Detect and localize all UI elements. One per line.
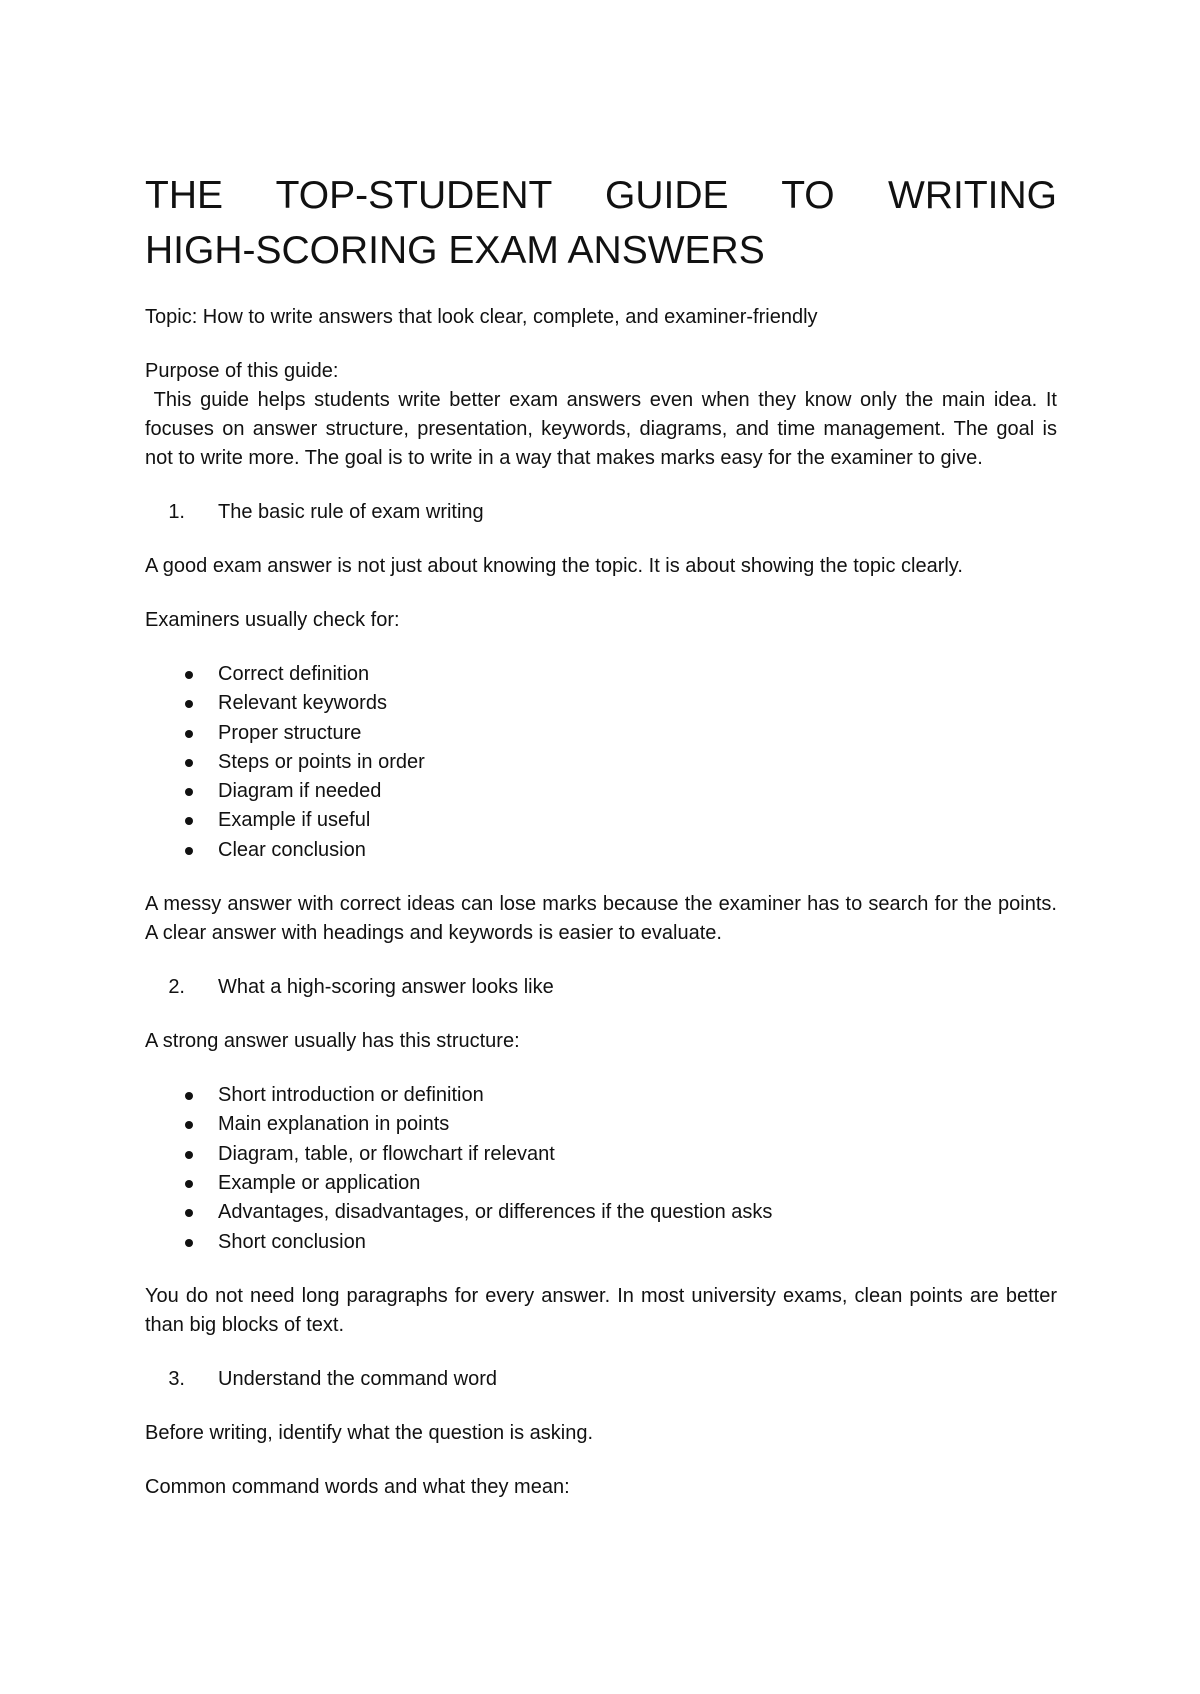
list-item: Clear conclusion [145, 836, 1057, 865]
section-intro: A good exam answer is not just about knowing the topic. It is about showing the topic clearly. [145, 555, 963, 577]
title-line-2: HIGH-SCORING EXAM ANSWERS [145, 229, 765, 272]
bullet-icon [185, 817, 193, 825]
list-label: Examiners usually check for: [145, 609, 400, 631]
bullet-icon [185, 759, 193, 767]
section-heading-text: Understand the command word [218, 1367, 498, 1390]
list-item: Short conclusion [145, 1228, 1057, 1257]
title-line-1: THE TOP-STUDENT GUIDE TO WRITING [145, 174, 1057, 217]
list-item: Diagram if needed [145, 777, 1057, 806]
list-label: A strong answer usually has this structure: [145, 1030, 520, 1053]
bullet-icon [185, 1151, 193, 1159]
list-item: Example if useful [145, 806, 1057, 835]
section-outro: You do not need long paragraphs for every answer. In most university exams, clean points are better than big blocks of text. [145, 1284, 1057, 1336]
bullet-icon [185, 671, 193, 679]
section-number: 3. [168, 1367, 185, 1390]
section-outro: A messy answer with correct ideas can lose marks because the examiner has to search for the points. A clear answer with headings and keywords is easier to evaluate. [145, 893, 1057, 945]
document-title [145, 168, 1057, 278]
section-heading-1 [145, 498, 1057, 527]
section-number: 2. [168, 976, 185, 999]
section-heading-3 [145, 1365, 1057, 1394]
section-heading-text: The basic rule of exam writing [218, 501, 484, 523]
bullet-icon [185, 1209, 193, 1217]
bullet-list [145, 1081, 1057, 1257]
bullet-icon [185, 847, 193, 855]
document-page [145, 168, 1063, 1527]
bullet-icon [185, 730, 193, 738]
bullet-icon [185, 1180, 193, 1188]
bullet-list [145, 660, 1057, 865]
purpose-label: Purpose of this guide: [145, 360, 339, 382]
list-item: Proper structure [145, 719, 1057, 748]
section-heading-text: What a high-scoring answer looks like [218, 976, 554, 999]
list-item: Advantages, disadvantages, or differences if the question asks [145, 1198, 1057, 1227]
list-item: Example or application [145, 1169, 1057, 1198]
list-item: Steps or points in order [145, 748, 1057, 777]
bullet-icon [185, 1092, 193, 1100]
topic-line: Topic: How to write answers that look clear, complete, and examiner-friendly [145, 306, 818, 328]
bullet-icon [185, 1239, 193, 1247]
list-item: Relevant keywords [145, 689, 1057, 718]
bullet-icon [185, 788, 193, 796]
bullet-icon [185, 1121, 193, 1129]
list-item: Correct definition [145, 660, 1057, 689]
section-number: 1. [168, 501, 185, 523]
list-item: Short introduction or definition [145, 1081, 1057, 1110]
list-item: Main explanation in points [145, 1110, 1057, 1139]
section-heading-2 [145, 973, 1057, 1002]
list-label: Common command words and what they mean: [145, 1475, 570, 1498]
purpose-text: This guide helps students write better exam answers even when they know only the main idea. It focuses on answer structure, presentation, keywords, diagrams, and time management. The goal is not to write more. The goal is to write in a way that makes marks easy for the examiner to give. [145, 389, 1063, 469]
bullet-icon [185, 700, 193, 708]
section-intro: Before writing, identify what the question is asking. [145, 1421, 594, 1444]
list-item: Diagram, table, or flowchart if relevant [145, 1140, 1057, 1169]
